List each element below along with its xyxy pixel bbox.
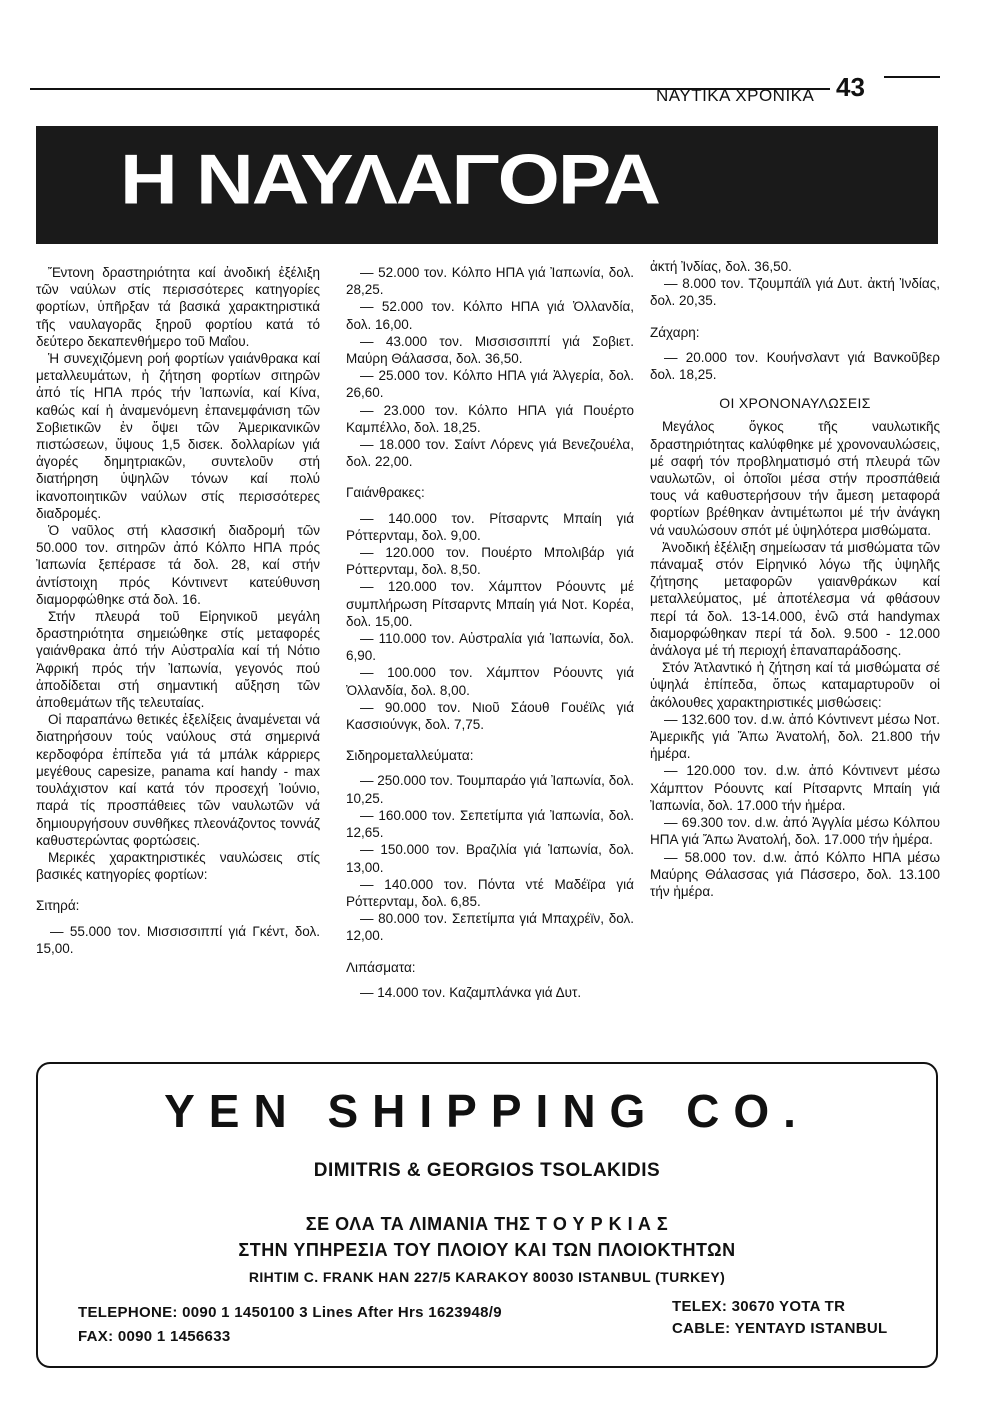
list-item: — 55.000 τον. Μισσισσιππί γιά Γκέντ, δολ. 15,00.	[36, 923, 320, 956]
list-item: — 52.000 τον. Κόλπο ΗΠΑ γιά Ἰαπωνία, δολ. 28,25.	[346, 265, 634, 298]
paragraph: Ἀνοδική ἐξέλιξη σημείωσαν τά μισθώματα τῶν πάναμαξ στόν Εἰρηνικό λόγω τῆς ὑψηλῆς ζήτησης μεταφορῶν γαιανθράκων καί μεταλλεύματος, μέ ἀποτέλεσμα νά φθάσουν περί τά δολ. 13-14.000, ἐνῶ στά handymax διαμορφώθηκαν περί τά δολ. 9.500 - 12.000 ἀνάλογα μέ τή περιοχή ἐπαναπαράδοσης.	[650, 539, 940, 659]
paragraph: Μεγάλος ὄγκος τῆς ναυλωτικῆς δραστηριότητας καλύφθηκε μέ χρονοναυλώσεις, μέ σαφή τόν προβληματισμό στή πλευρά τῶν ναυλωτῶν, οἱ ὁποῖοι μέσα στήν προσπάθειά τους νά καθυστερήσουν τήν ἄμεση μεταφορά φορτίων βρέθηκαν ἀντιμέτωποι μέ τήν ἀνάγκη νά ναυλώσουν σπότ μέ ὑψηλότερα μισθώματα.	[650, 419, 940, 538]
advertisement-box	[36, 1062, 938, 1368]
column-1	[36, 264, 320, 957]
list-item: — 120.000 τον. Πουέρτο Μπολιβάρ γιά Ρόττερνταμ, δολ. 8,50.	[346, 545, 634, 578]
ad-tagline-1: ΣΕ ΟΛΑ ΤΑ ΛΙΜΑΝΙΑ ΤΗΣ Τ Ο Υ Ρ Κ Ι Α Σ	[305, 1214, 669, 1234]
paragraph: Ἔντονη δραστηριότητα καί ἀνοδική ἐξέλιξη τῶν ναύλων στίς περισσότερες κατηγορίες φορτίων, ὑπῆρξαν τά βασικά χαρακτηριστικά τῆς ναυλαγορᾶς ξηροῦ φορτίου κατά τό δεύτερο δεκαπενθήμερο τοῦ Μαΐου.	[36, 265, 320, 349]
list-item: — 69.300 τον. d.w. ἀπό Ἀγγλία μέσω Κόλπου ΗΠΑ γιά Ἄπω Ἀνατολή, δολ. 17.000 τήν ἡμέρα.	[650, 815, 940, 848]
section-banner	[36, 126, 938, 244]
list-item: — 140.000 τον. Πόντα ντέ Μαδέϊρα γιά Ρόττερνταμ, δολ. 6,85.	[346, 876, 634, 909]
ad-owners: DIMITRIS & GEORGIOS TSOLAKIDIS	[313, 1160, 661, 1181]
list-item: — 120.000 τον. Χάμπτον Ρόουντς μέ συμπλήρωση Ρίτσαρντς Μπαίη γιά Νοτ. Κορέα, δολ. 15,00.	[346, 579, 634, 629]
header-rule-right	[884, 76, 940, 78]
list-item: — 43.000 τον. Μισσισσιππί γιά Σοβιετ. Μαύρη Θάλασσα, δολ. 36,50.	[346, 333, 634, 367]
list-item: — 110.000 τον. Αὐστραλία γιά Ἰαπωνία, δολ. 6,90.	[346, 631, 634, 664]
list-item: — 90.000 τον. Νιοῦ Σάουθ Γουέϊλς γιά Κασσιούνγκ, δολ. 7,75.	[346, 699, 634, 733]
list-item: — 52.000 τον. Κόλπο ΗΠΑ γιά Ὀλλανδία, δολ. 16,00.	[346, 299, 634, 332]
list-item: — 23.000 τον. Κόλπο ΗΠΑ γιά Πουέρτο Καμπέλλο, δολ. 18,25.	[346, 402, 634, 435]
list-item: — 140.000 τον. Ρίτσαρντς Μπαίη γιά Ρόττερνταμ, δολ. 9,00.	[346, 510, 634, 543]
list-item: — 8.000 τον. Τζουμπάϊλ γιά Δυτ. ἀκτή Ἰνδίας, δολ. 20,35.	[650, 276, 940, 309]
paragraph: Ὁ ναῦλος στή κλασσική διαδρομή τῶν 50.000 τον. σιτηρῶν ἀπό Κόλπο ΗΠΑ πρός Ἰαπωνία ξεπέρασε τά δολ. 28, καί στήν ἀντίστοιχη πρός Κόντινεντ κατεύθυνση διαμορφώθηκε στά δολ. 16.	[36, 523, 320, 607]
subheading-grain: Σιτηρά:	[36, 898, 80, 914]
list-item: — 132.600 τον. d.w. ἀπό Κόντινεντ μέσω Νοτ. Ἀμερικῆς γιά Ἄπω Ἀνατολή, δολ. 21.800 τήν ἡμέρα.	[650, 711, 940, 762]
paragraph: Στόν Ἀτλαντικό ἡ ζήτηση καί τά μισθώματα σέ ὑψηλά ἐπίπεδα, ὅπως καταμαρτυροῦν οἱ ἀκόλουθες χαρακτηριστικές μισθώσεις:	[650, 660, 940, 710]
magazine-title: ΝΑΥΤΙΚΑ ΧΡΟΝΙΚΑ	[656, 86, 815, 105]
list-item: — 120.000 τον. d.w. ἀπό Κόντινεντ μέσω Χάμπτον Ρόουντς καί Ρίτσαρντς Μπαίη γιά Ἰαπωνία, δολ. 17.000 τήν ἡμέρα.	[650, 763, 940, 813]
page-number: 43	[836, 72, 865, 102]
subheading-coal: Γαιάνθρακες:	[346, 485, 425, 501]
subheading-sugar: Ζάχαρη:	[650, 324, 700, 340]
paragraph: Ἡ συνεχιζόμενη ροή φορτίων γαιάνθρακα καί μεταλλευμάτων, ἡ ζήτηση φορτίων σιτηρῶν ἀπό τίς ΗΠΑ πρός τήν Ἰαπωνία, καί Κίνα, καθώς καί ἡ ἀναμενόμενη ἐπανεμφάνιση τῶν Σοβιετικῶν ἐν ὄψει τῶν Ἀμερικανικῶν πιστώσεων, ὕψους 1,5 δισεκ. δολλαρίων γιά ἀγορές δημητριακῶν, συντελοῦν στή διατήρηση ὑψηλῶν τόνων καί πολύ ἱκανοποιητικῶν ναύλων στίς περισσότερες διαδρομές.	[36, 351, 320, 521]
list-item: — 250.000 τον. Τουμπαράο γιά Ἰαπωνία, δολ. 10,25.	[346, 773, 634, 806]
ad-tagline-2: ΣΤΗΝ ΥΠΗΡΕΣΙΑ ΤΟΥ ΠΛΟΙΟΥ ΚΑΙ ΤΩΝ ΠΛΟΙΟΚΤΗΤΩΝ	[238, 1240, 736, 1260]
ad-address: RIHTIM C. FRANK HAN 227/5 KARAKOY 80030 ISTANBUL (TURKEY)	[248, 1269, 726, 1285]
ad-cable: CABLE: YENTAYD ISTANBUL	[672, 1320, 888, 1337]
ad-telex: TELEX: 30670 YOTA TR	[672, 1298, 846, 1315]
column-3	[650, 258, 940, 900]
paragraph: Μερικές χαρακτηριστικές ναυλώσεις στίς βασικές κατηγορίες φορτίων:	[36, 849, 320, 883]
list-item: — 25.000 τον. Κόλπο ΗΠΑ γιά Ἀλγερία, δολ. 26,60.	[346, 368, 634, 401]
ad-company-name: YEN SHIPPING CO.	[164, 1085, 810, 1137]
list-item-continued: ἀκτή Ἰνδίας, δολ. 36,50.	[650, 259, 792, 274]
list-item: — 14.000 τον. Καζαμπλάνκα γιά Δυτ.	[360, 984, 582, 1000]
subheading-ore: Σιδηρομεταλλεύματα:	[346, 748, 474, 764]
ad-fax: FAX: 0090 1 1456633	[78, 1328, 231, 1345]
list-item: — 20.000 τον. Κουήνσλαντ γιά Βανκοῦβερ δολ. 18,25.	[650, 349, 940, 383]
list-item: — 100.000 τον. Χάμπτον Ρόουντς γιά Ὀλλανδία, δολ. 8,00.	[346, 665, 634, 698]
subheading-fertilizers: Λιπάσματα:	[346, 959, 416, 975]
section-heading-time-charters: ΟΙ ΧΡΟΝΟΝΑΥΛΩΣΕΙΣ	[719, 395, 871, 412]
list-item: — 80.000 τον. Σεπετίμπα γιά Μπαχρέϊν, δολ. 12,00.	[346, 911, 634, 944]
column-2	[346, 264, 634, 1001]
paragraph: Στήν πλευρά τοῦ Εἰρηνικοῦ μεγάλη δραστηριότητα σημειώθηκε στίς μεταφορές γαιάνθρακα ἀπό τήν Αὐστραλία καί τή Νότιο Ἀφρική πρός τήν Ἰαπωνία, γεγονός πού ἀποδίδεται στή σημαντική αὔξηση τῶν ἀποθεμάτων τῆς τελευταίας.	[36, 609, 320, 711]
section-title: Η ΝΑΥΛΑΓΟΡΑ	[120, 140, 660, 219]
list-item: — 58.000 τον. d.w. ἀπό Κόλπο ΗΠΑ μέσω Μαύρης Θάλασσας γιά Πάσσερο, δολ. 13.100 τήν ἡμέρα.	[650, 849, 940, 899]
list-item: — 160.000 τον. Σεπετίμπα γιά Ἰαπωνία, δολ. 12,65.	[346, 807, 634, 841]
paragraph: Οἱ παραπάνω θετικές ἐξελίξεις ἀναμένεται νά διατηρήσουν τούς ναύλους στά σημερινά κερδοφόρα ἐπίπεδα γιά τά μπάλκ κάρριερς μεγέθους capesize, panama καί handy - max τουλάχιστον καί κατά τόν προσεχή Ἰούνιο, παρά τίς προσπάθειες τῶν ναυλωτῶν νά δημιουργήσουν συνθῆκες πλεονάζοντος τοννάζ καθυστερώντας φορτώσεις.	[36, 712, 320, 848]
list-item: — 18.000 τον. Σαίντ Λόρενς γιά Βενεζουέλα, δολ. 22,00.	[346, 437, 634, 470]
ad-telephone: TELEPHONE: 0090 1 1450100 3 Lines After Hrs 1623948/9	[78, 1304, 502, 1321]
list-item: — 150.000 τον. Βραζιλία γιά Ἰαπωνία, δολ. 13,00.	[346, 842, 634, 875]
